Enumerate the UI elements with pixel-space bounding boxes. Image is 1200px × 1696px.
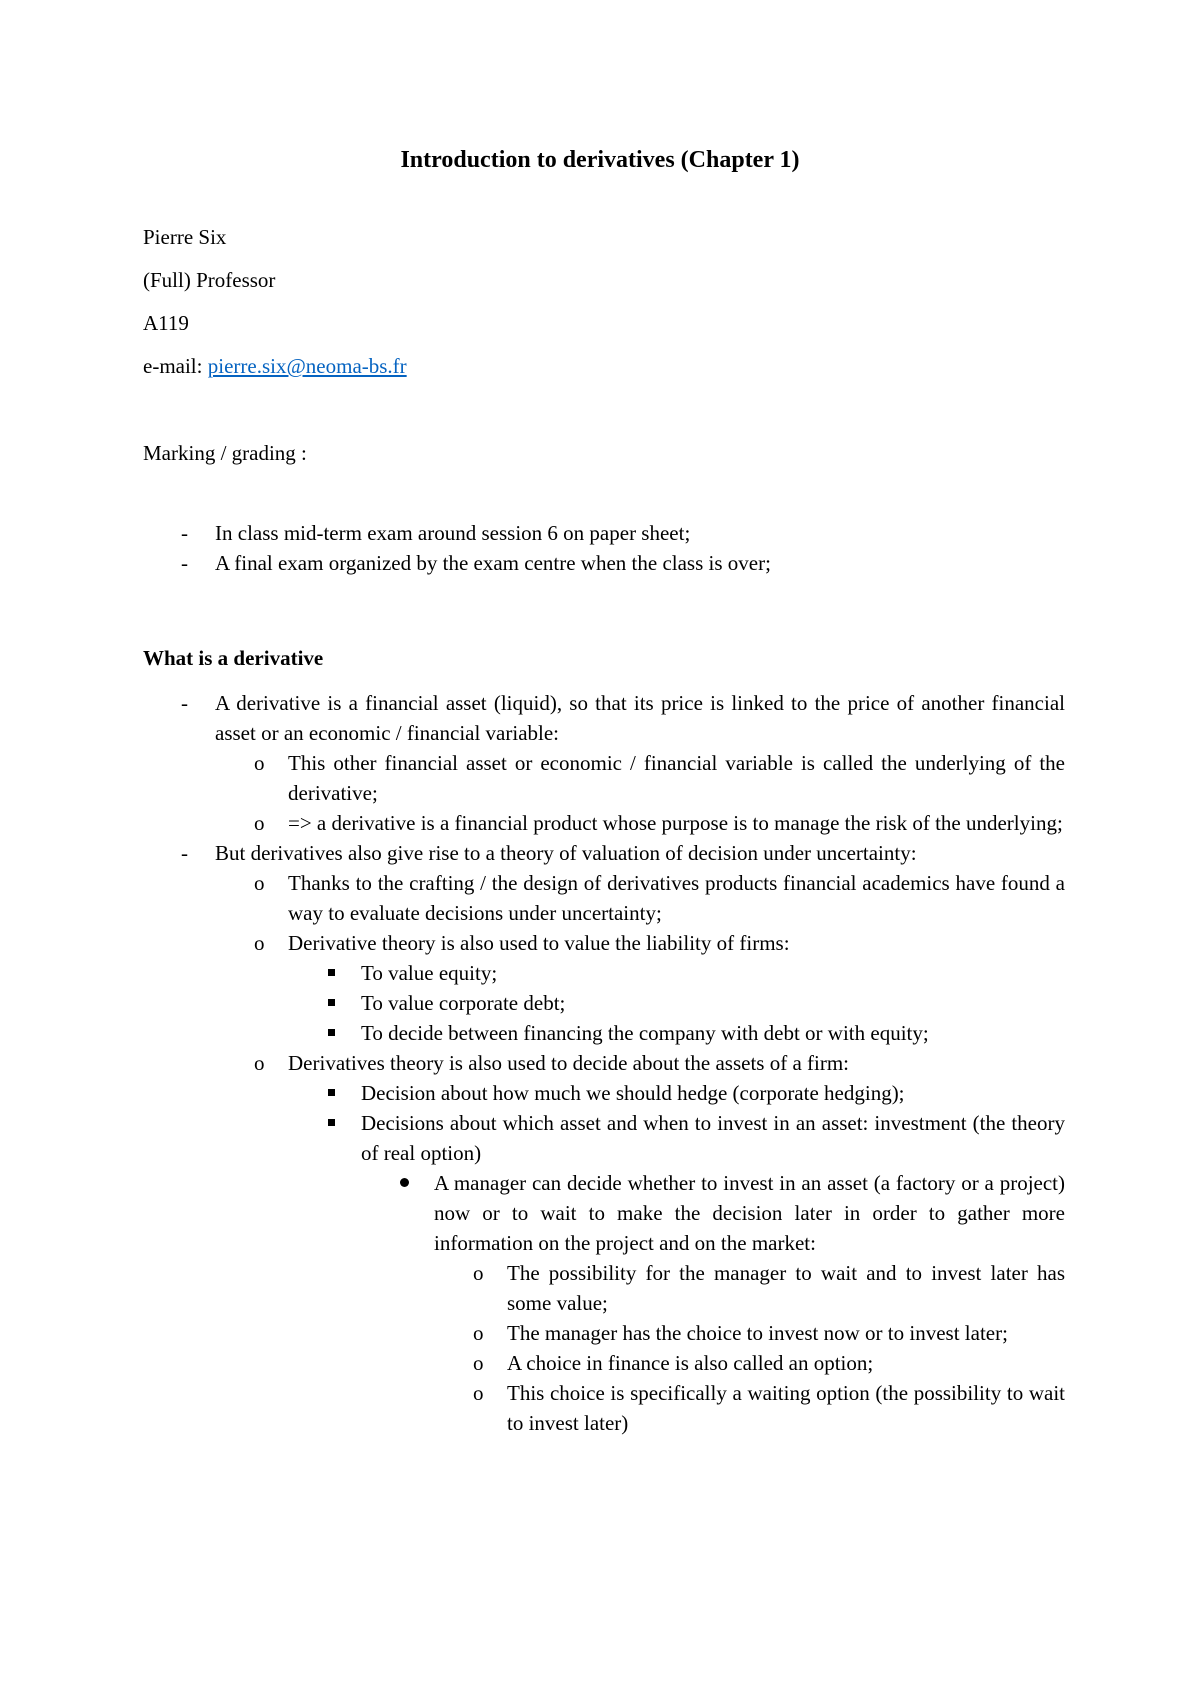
list-item: Decision about how much we should hedge (corporate hedging); [288, 1078, 1065, 1108]
list-item-text: Decisions about which asset and when to invest in an asset: investment (the theory of real option) [361, 1111, 1065, 1165]
bullet-list [434, 1168, 1065, 1438]
sub-sub-list [361, 1078, 1065, 1438]
list-item: To value equity; [288, 958, 1065, 988]
list-item: o The manager has the choice to invest now or to invest later; [434, 1318, 1065, 1348]
email-label: e-mail: [143, 354, 208, 378]
list-item [361, 1168, 1065, 1438]
list-item: - A final exam organized by the exam centre when the class is over; [0, 548, 1065, 578]
list-item: - In class mid-term exam around session 6 on paper sheet; [0, 518, 1065, 548]
list-item [0, 688, 1065, 838]
list-item [288, 1108, 1065, 1438]
list-item: To decide between financing the company with debt or with equity; [288, 1018, 1065, 1048]
list-item: o The possibility for the manager to wait and to invest later has some value; [434, 1258, 1065, 1318]
email-link[interactable]: pierre.six@neoma-bs.fr [207, 354, 407, 378]
sub-sub-list [361, 958, 1065, 1048]
list-item [0, 838, 1065, 1438]
office-number: A119 [143, 311, 189, 335]
list-item: o This choice is specifically a waiting option (the possibility to wait to invest later) [434, 1378, 1065, 1438]
section-body [0, 688, 1200, 1438]
sub-list [288, 748, 1065, 838]
author-role: (Full) Professor [143, 268, 276, 292]
section-heading: What is a derivative [143, 646, 324, 670]
marking-list [0, 518, 1200, 578]
sub-list [288, 868, 1065, 1438]
list-item: To value corporate debt; [288, 988, 1065, 1018]
option-list [507, 1258, 1065, 1438]
marking-heading: Marking / grading : [143, 441, 307, 465]
list-item [215, 928, 1065, 1048]
list-item-text: A manager can decide whether to invest in an asset (a factory or a project) now or to wait to make the decision later in order to gather more information on the project and on the market: [434, 1171, 1065, 1255]
list-item: o => a derivative is a financial product whose purpose is to manage the risk of the underlying; [215, 808, 1065, 838]
list-item: o This other financial asset or economic / financial variable is called the underlying of the derivative; [215, 748, 1065, 808]
list-item-text: Derivatives theory is also used to decide about the assets of a firm: [288, 1051, 850, 1075]
list-item: o Thanks to the crafting / the design of derivatives products financial academics have found a way to evaluate decisions under uncertainty; [215, 868, 1065, 928]
list-item-text: Derivative theory is also used to value the liability of firms: [288, 931, 790, 955]
derivative-list [0, 688, 1200, 1438]
list-item-text: A derivative is a financial asset (liquid), so that its price is linked to the price of another financial asset or an economic / financial variable: [215, 691, 1065, 745]
author-name: Pierre Six [143, 225, 227, 249]
email-line [143, 351, 407, 381]
list-item [215, 1048, 1065, 1438]
list-item: o A choice in finance is also called an option; [434, 1348, 1065, 1378]
list-item-text: But derivatives also give rise to a theory of valuation of decision under uncertainty: [215, 841, 917, 865]
document-title: Introduction to derivatives (Chapter 1) [400, 147, 800, 173]
